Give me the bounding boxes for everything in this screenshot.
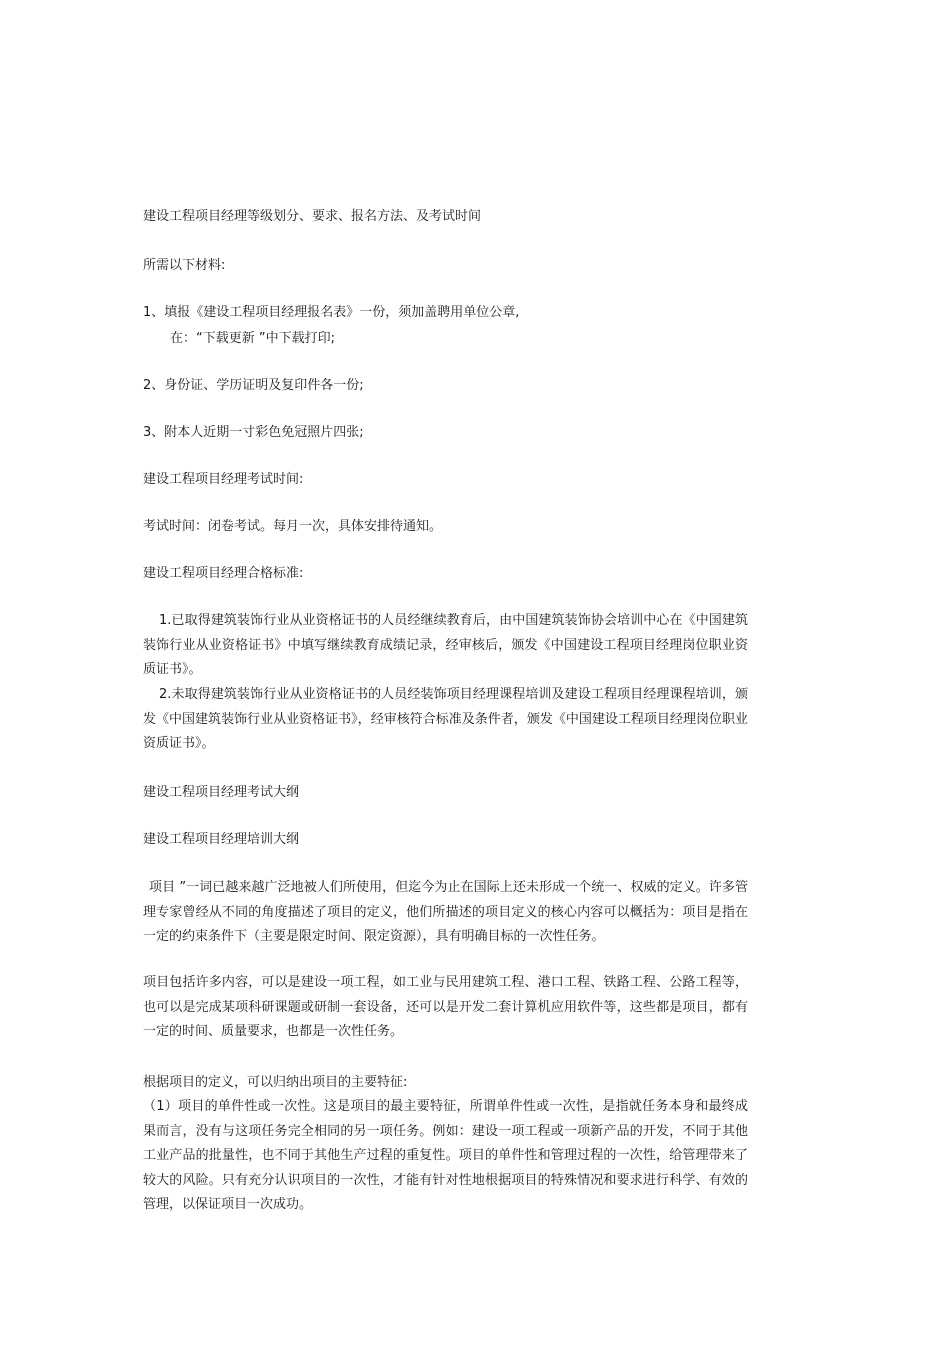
material-item-2: 2、身份证、学历证明及复印件各一份; — [143, 378, 364, 393]
paragraph-project-content: 项目包括许多内容，可以是建设一项工程，如工业与民用建筑工程、港口工程、铁路工程、公路工程等，也可以是完成某项科研课题或研制一套设备，还可以是开发二套计算机应用软件等，这些都是项目，都有一定的时间、质量要求，也都是一次性任务。 — [143, 975, 748, 1039]
training-outline-heading: 建设工程项目经理培训大纲 — [143, 832, 300, 847]
material-item-1-note: 在：“下载更新 ”中下载打印; — [170, 331, 335, 346]
exam-time-text: 考试时间：闭卷考试。每月一次，具体安排待通知。 — [143, 519, 443, 534]
pass-standard-heading: 建设工程项目经理合格标准: — [143, 566, 304, 581]
pass-standard-item-1: 1.已取得建筑装饰行业从业资格证书的人员经继续教育后，由中国建筑装饰协会培训中心在《中国建筑装饰行业从业资格证书》中填写继续教育成绩记录，经审核后，颁发《中国建设工程项目经理岗位职业资质证书》。 — [143, 613, 748, 677]
exam-time-heading: 建设工程项目经理考试时间: — [143, 472, 304, 487]
pass-standard-item-2: 2.未取得建筑装饰行业从业资格证书的人员经装饰项目经理课程培训及建设工程项目经理课程培训，颁发《中国建筑装饰行业从业资格证书》，经审核符合标准及条件者，颁发《中国建设工程项目经理岗位职业资质证书》。 — [143, 687, 748, 751]
exam-outline-heading: 建设工程项目经理考试大纲 — [143, 785, 300, 800]
features-intro: 根据项目的定义，可以归纳出项目的主要特征: — [143, 1075, 408, 1090]
paragraph-project-definition: 项目 ”一词已越来越广泛地被人们所使用，但迄今为止在国际上还未形成一个统一、权威的定义。许多管理专家曾经从不同的角度描述了项目的定义，他们所描述的项目定义的核心内容可以概括为：项目是指在一定的约束条件下（主要是限定时间、限定资源），具有明确目标的一次性任务。 — [143, 880, 748, 944]
material-item-1: 1、填报《建设工程项目经理报名表》一份，须加盖聘用单位公章, — [143, 305, 520, 320]
document-title: 建设工程项目经理等级划分、要求、报名方法、及考试时间 — [143, 209, 482, 224]
material-item-3: 3、附本人近期一寸彩色免冠照片四张; — [143, 425, 364, 440]
materials-heading: 所需以下材料: — [143, 258, 226, 273]
feature-item-1: （1）项目的单件性或一次性。这是项目的最主要特征，所谓单件性或一次性，是指就任务本身和最终成果而言，没有与这项任务完全相同的另一项任务。例如：建设一项工程或一项新产品的开发，不同于其他工业产品的批量性，也不同于其他生产过程的重复性。项目的单件性和管理过程的一次性，给管理带来了较大的风险。只有充分认识项目的一次性，才能有针对性地根据项目的特殊情况和要求进行科学、有效的管理，以保证项目一次成功。 — [143, 1099, 748, 1212]
